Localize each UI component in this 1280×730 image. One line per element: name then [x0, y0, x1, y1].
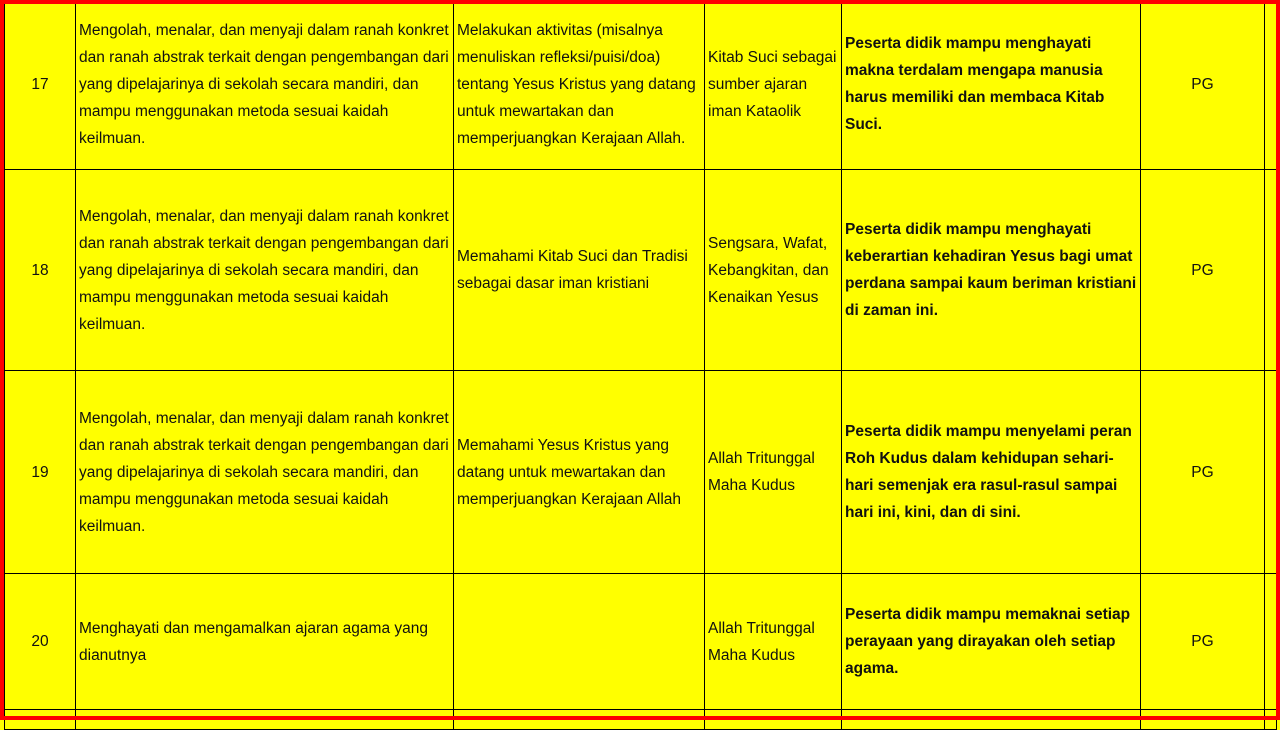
- bentuk-soal-cell: PG: [1141, 574, 1265, 710]
- row-number: 19: [5, 371, 76, 574]
- kompetensi-cell: Menghayati dan mengamalkan ajaran agama yang dianutnya: [76, 574, 454, 710]
- indikator-cell: Peserta didik mampu menghayati keberartian kehadiran Yesus bagi umat perdana sampai kaum beriman kristiani di zaman ini.: [842, 170, 1141, 371]
- row-number: 20: [5, 574, 76, 710]
- materi-cell: Allah Tritunggal Maha Kudus: [705, 371, 842, 574]
- bentuk-soal-cell: PG: [1141, 0, 1265, 170]
- row-number: 17: [5, 0, 76, 170]
- kompetensi-cell: Mengolah, menalar, dan menyaji dalam ranah konkret dan ranah abstrak terkait dengan pengembangan dari yang dipelajarinya di sekolah secara mandiri, dan mampu menggunakan metoda sesuai kaidah keilmuan.: [76, 0, 454, 170]
- kompetensi-dasar-cell: Memahami Yesus Kristus yang datang untuk mewartakan dan memperjuangkan Kerajaan Allah: [454, 371, 705, 574]
- kompetensi-dasar-cell: Melakukan aktivitas (misalnya menuliskan refleksi/puisi/doa) tentang Yesus Kristus yang datang untuk mewartakan dan memperjuangkan Kerajaan Allah.: [454, 0, 705, 170]
- bentuk-soal-cell: PG: [1141, 170, 1265, 371]
- indikator-cell: Peserta didik mampu menghayati makna terdalam mengapa manusia harus memiliki dan membaca Kitab Suci.: [842, 0, 1141, 170]
- table-row: [5, 574, 1277, 710]
- materi-cell: Kitab Suci sebagai sumber ajaran iman Kataolik: [705, 0, 842, 170]
- kompetensi-cell: Mengolah, menalar, dan menyaji dalam ranah konkret dan ranah abstrak terkait dengan pengembangan dari yang dipelajarinya di sekolah secara mandiri, dan mampu menggunakan metoda sesuai kaidah keilmuan.: [76, 371, 454, 574]
- edge-cell: [1265, 371, 1277, 574]
- table-row: [5, 371, 1277, 574]
- bentuk-soal-cell: PG: [1141, 371, 1265, 574]
- indikator-cell: Peserta didik mampu menyelami peran Roh Kudus dalam kehidupan sehari-hari semenjak era rasul-rasul sampai hari ini, kini, dan di sini.: [842, 371, 1141, 574]
- kompetensi-dasar-cell: [454, 574, 705, 710]
- edge-cell: [1265, 0, 1277, 170]
- indikator-cell: Peserta didik mampu memaknai setiap perayaan yang dirayakan oleh setiap agama.: [842, 574, 1141, 710]
- materi-cell: Allah Tritunggal Maha Kudus: [705, 574, 842, 710]
- edge-cell: [1265, 574, 1277, 710]
- kompetensi-dasar-cell: Memahami Kitab Suci dan Tradisi sebagai dasar iman kristiani: [454, 170, 705, 371]
- materi-cell: Sengsara, Wafat, Kebangkitan, dan Kenaikan Yesus: [705, 170, 842, 371]
- row-number: 18: [5, 170, 76, 371]
- table-row: [5, 0, 1277, 170]
- table-row: [5, 170, 1277, 371]
- edge-cell: [1265, 170, 1277, 371]
- kisi-kisi-table: [4, 0, 1277, 730]
- kompetensi-cell: Mengolah, menalar, dan menyaji dalam ranah konkret dan ranah abstrak terkait dengan pengembangan dari yang dipelajarinya di sekolah secara mandiri, dan mampu menggunakan metoda sesuai kaidah keilmuan.: [76, 170, 454, 371]
